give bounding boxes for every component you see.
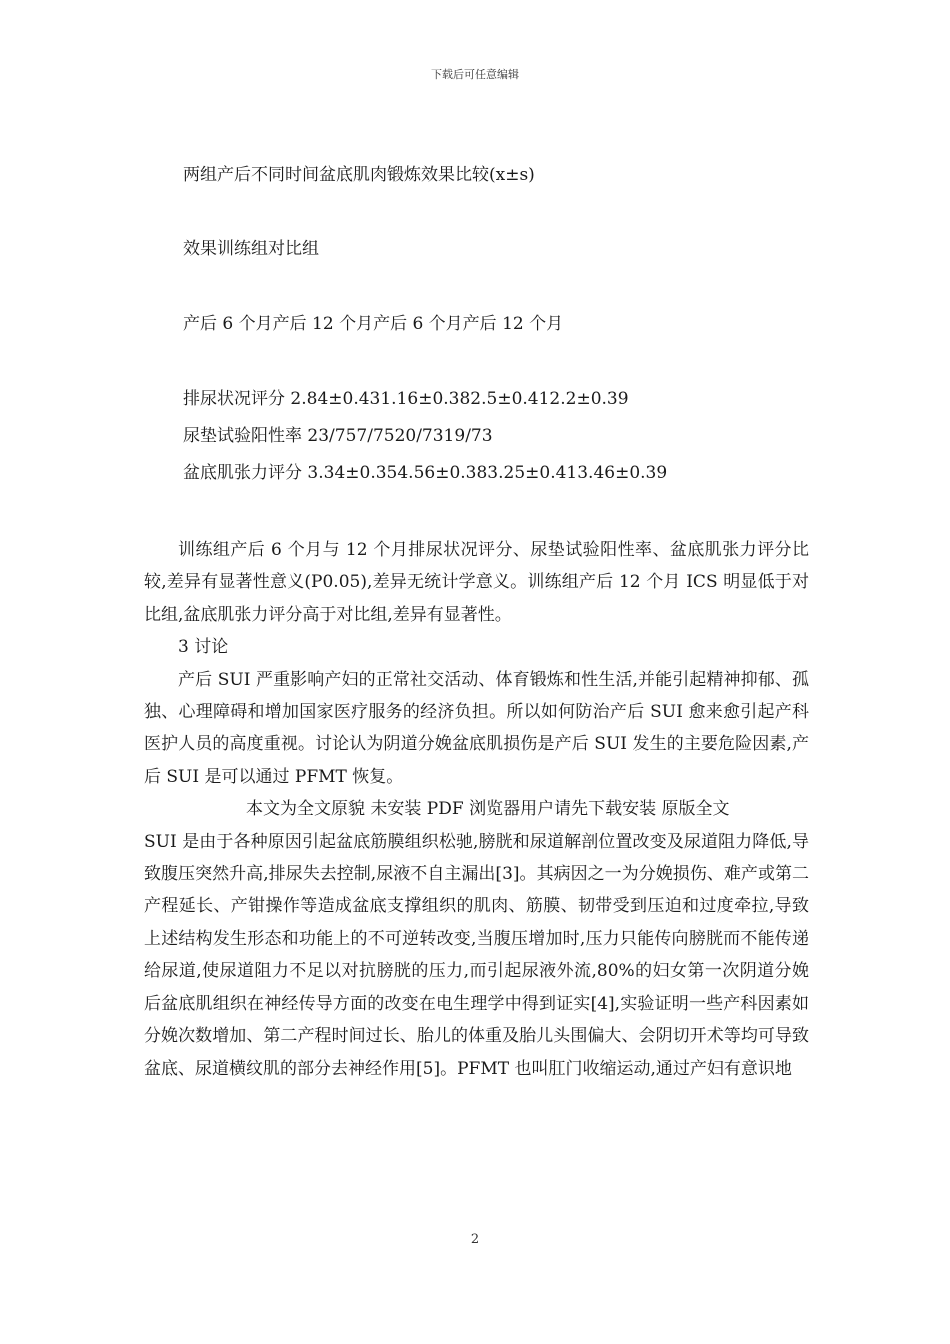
table-row: 排尿状况评分 2.84±0.431.16±0.382.5±0.412.2±0.39 — [183, 389, 629, 409]
body-text — [144, 534, 809, 1085]
section-heading: 3 讨论 — [178, 637, 229, 658]
page-number: 2 — [470, 1232, 480, 1247]
paragraph-mechanism: SUI 是由于各种原因引起盆底筋膜组织松驰,膀胱和尿道解剖位置改变及尿道阻力降低,导致腹压突然升高,排尿失去控制,尿液不自主漏出[3]。其病因之一为分娩损伤、难产或第二产程延长、产钳操作等造成盆底支撑组织的肌肉、筋膜、韧带受到压迫和过度牵拉,导致上述结构发生形态和功能上的不可逆转改变,当腹压增加时,压力只能传向膀胱而不能传递给尿道,使尿道阻力不足以对抗膀胱的压力,而引起尿液外流,80%的妇女第一次阴道分娩后盆底肌组织在神经传导方面的改变在电生理学中得到证实[4],实验证明一些产科因素如分娩次数增加、第二产程时间过长、胎儿的体重及胎儿头围偏大、会阴切开术等均可导致盆底、尿道横纹肌的部分去神经作用[5]。PFMT 也叫肛门收缩运动,通过产妇有意识地 — [144, 831, 809, 1079]
table-time-header: 产后 6 个月产后 12 个月产后 6 个月产后 12 个月 — [183, 314, 564, 334]
paragraph-discussion: 产后 SUI 严重影响产妇的正常社交活动、体育锻炼和性生活,并能引起精神抑郁、孤独、心理障碍和增加国家医疗服务的经济负担。所以如何防治产后 SUI 愈来愈引起产科医护人员的高度重视。讨论认为阴道分娩盆底肌损伤是产后 SUI 发生的主要危险因素,产后 SUI 是可以通过 PFMT 恢复。 — [144, 669, 809, 787]
table-row: 尿垫试验阳性率 23/757/7520/7319/73 — [183, 426, 493, 446]
table-row: 盆底肌张力评分 3.34±0.354.56±0.383.25±0.413.46±0.39 — [183, 463, 668, 483]
table-caption: 两组产后不同时间盆底肌肉锻炼效果比较(x±s) — [183, 165, 535, 185]
paragraph-results: 训练组产后 6 个月与 12 个月排尿状况评分、尿垫试验阳性率、盆底肌张力评分比较,差异有显著性意义(P0.05),差异无统计学意义。训练组产后 12 个月 ICS 明显低于对比组,盆底肌张力评分高于对比组,差异有显著性。 — [144, 540, 809, 625]
download-notice: 本文为全文原貌 未安装 PDF 浏览器用户请先下载安装 原版全文 — [246, 799, 730, 820]
page-header: 下载后可任意编辑 — [431, 68, 519, 81]
table-group-header: 效果训练组对比组 — [183, 239, 319, 259]
